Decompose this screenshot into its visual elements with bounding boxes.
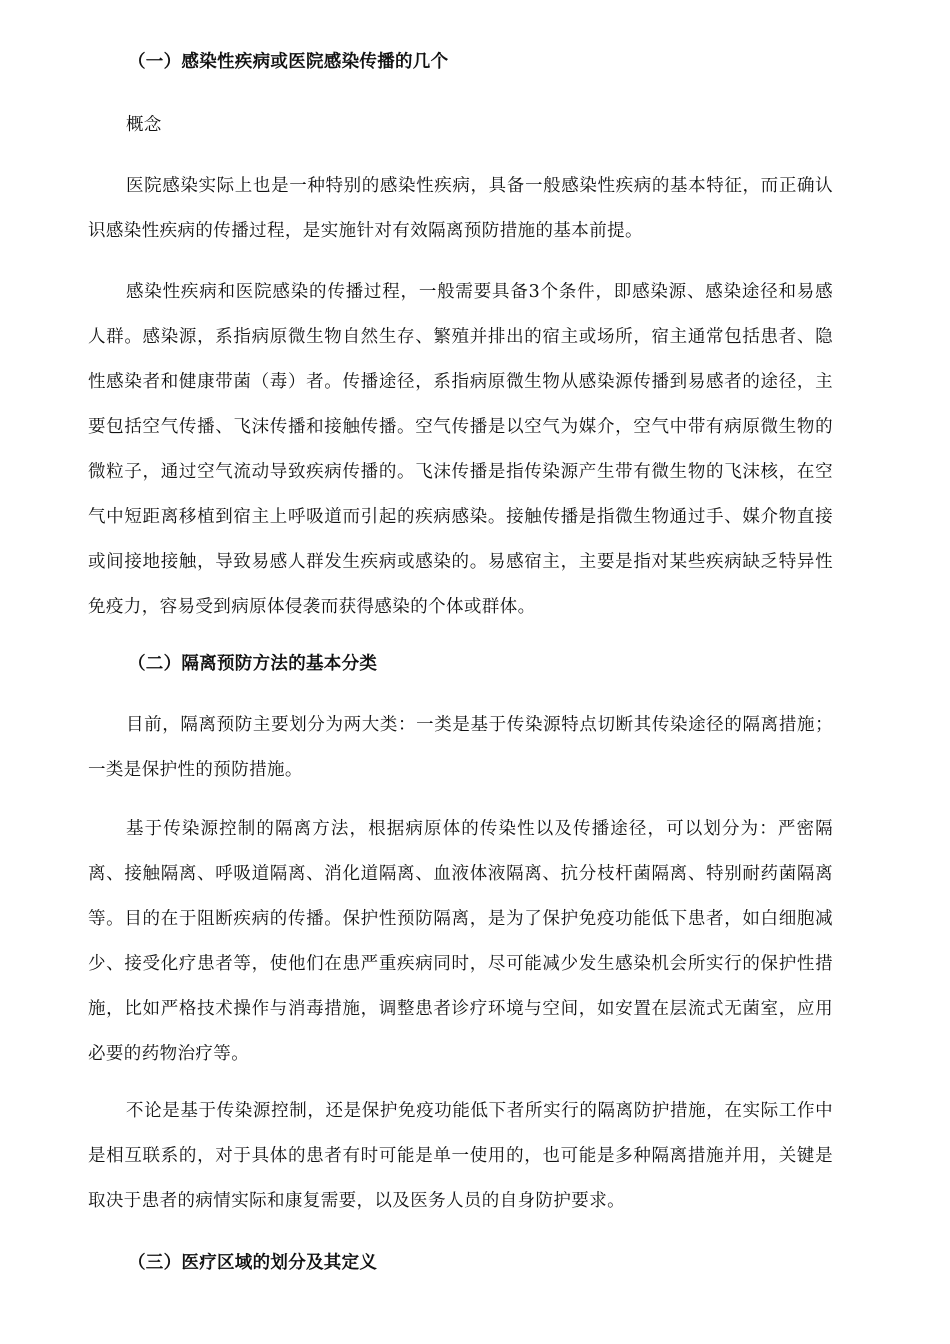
paragraph-concept: 概念 — [126, 115, 162, 135]
section-heading-3: （三）医疗区域的划分及其定义 — [128, 1253, 378, 1273]
section-heading-2: （二）隔离预防方法的基本分类 — [128, 654, 378, 674]
paragraph-2: 感染性疾病和医院感染的传播过程，一般需要具备3个条件，即感染源、感染途径和易感人群。感染源，系指病原微生物自然生存、繁殖并排出的宿主或场所，宿主通常包括患者、隐性感染者和健康带菌（毒）者。传播途径，系指病原微生物从感染源传播到易感者的途径，主要包括空气传播、飞沫传播和接触传播。空气传播是以空气为媒介，空气中带有病原微生物的微粒子，通过空气流动导致疾病传播的。飞沫传播是指传染源产生带有微生物的飞沫核，在空气中短距离移植到宿主上呼吸道而引起的疾病感染。接触传播是指微生物通过手、媒介物直接或间接地接触，导致易感人群发生疾病或感染的。易感宿主，主要是指对某些疾病缺乏特异性免疫力，容易受到病原体侵袭而获得感染的个体或群体。 — [88, 282, 833, 617]
paragraph-3: 目前，隔离预防主要划分为两大类：一类是基于传染源特点切断其传染途径的隔离措施；一类是保护性的预防措施。 — [88, 715, 833, 780]
paragraph-4: 基于传染源控制的隔离方法，根据病原体的传染性以及传播途径，可以划分为：严密隔离、接触隔离、呼吸道隔离、消化道隔离、血液体液隔离、抗分枝杆菌隔离、特别耐药菌隔离等。目的在于阻断疾病的传播。保护性预防隔离，是为了保护免疫功能低下患者，如白细胞减少、接受化疗患者等，使他们在患严重疾病同时，尽可能减少发生感染机会所实行的保护性措施，比如严格技术操作与消毒措施，调整患者诊疗环境与空间，如安置在层流式无菌室，应用必要的药物治疗等。 — [88, 819, 833, 1064]
paragraph-1: 医院感染实际上也是一种特别的感染性疾病，具备一般感染性疾病的基本特征，而正确认识感染性疾病的传播过程，是实施针对有效隔离预防措施的基本前提。 — [88, 176, 833, 241]
section-heading-1: （一）感染性疾病或医院感染传播的几个 — [128, 52, 449, 72]
paragraph-5: 不论是基于传染源控制，还是保护免疫功能低下者所实行的隔离防护措施，在实际工作中是相互联系的，对于具体的患者有时可能是单一使用的，也可能是多种隔离措施并用，关键是取决于患者的病情实际和康复需要，以及医务人员的自身防护要求。 — [88, 1101, 833, 1211]
